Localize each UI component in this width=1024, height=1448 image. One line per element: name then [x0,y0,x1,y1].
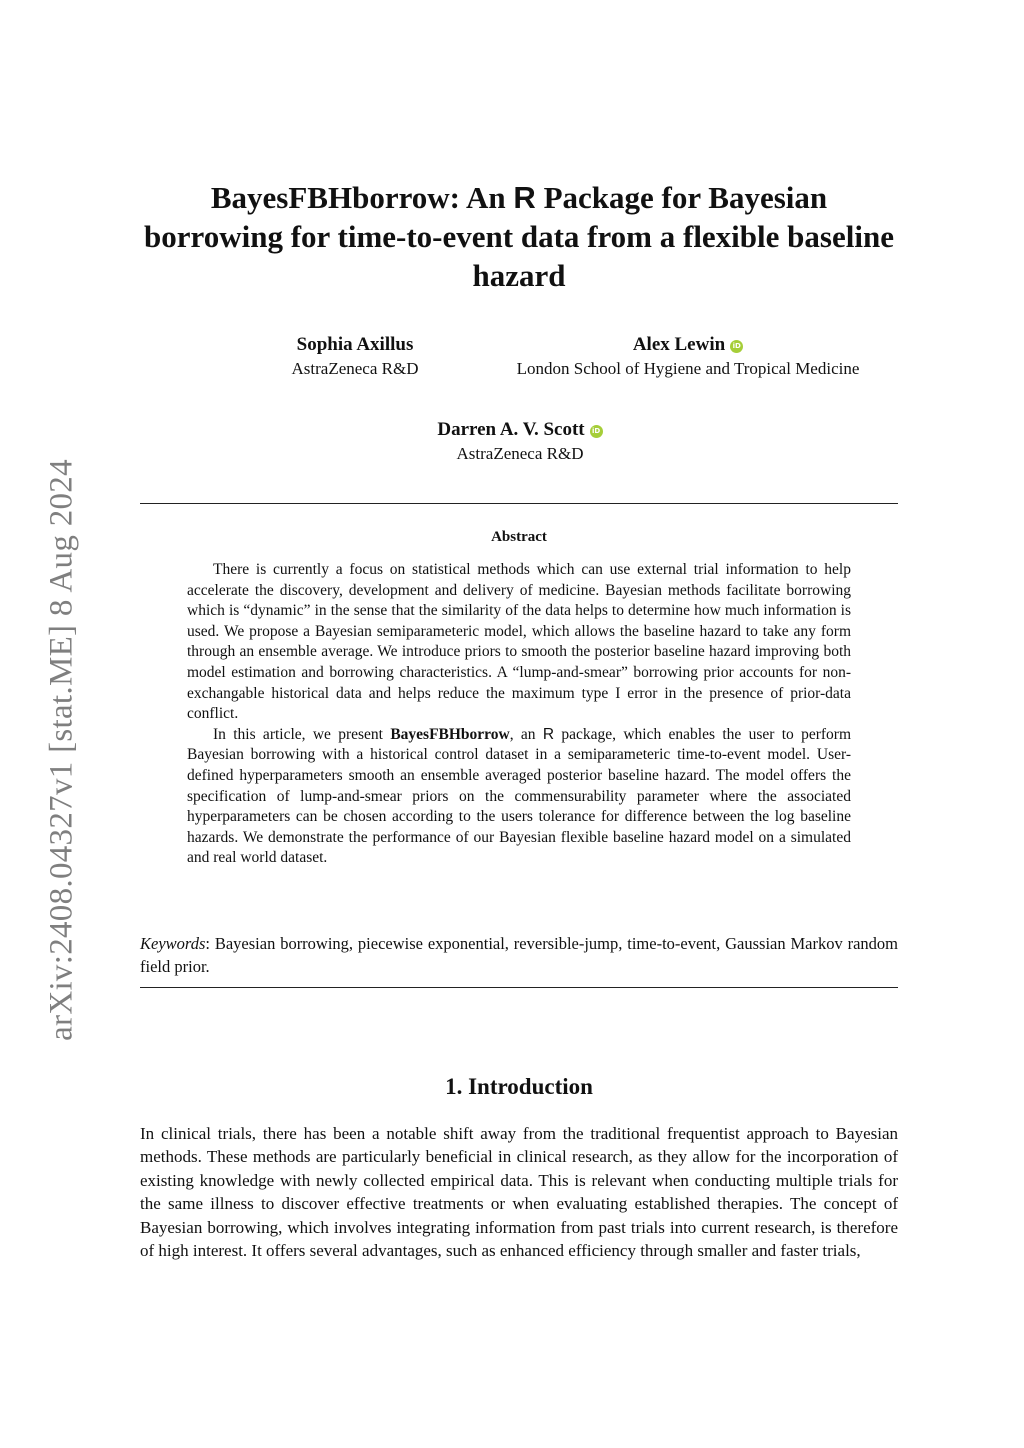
author-block-1 [250,333,460,381]
bottom-divider [140,987,898,988]
keywords [140,932,898,978]
section-body [140,1122,898,1262]
r-logo: R [513,180,536,215]
keywords-text: : Bayesian borrowing, piecewise exponential, reversible-jump, time-to-event, Gaussian Markov random field prior. [140,934,898,976]
arxiv-identifier: arXiv:2408.04327v1 [stat.ME] 8 Aug 2024 [43,459,80,1041]
package-name: BayesFBHborrow [390,725,510,743]
orcid-icon[interactable]: iD [730,340,743,353]
top-divider [140,503,898,504]
author-block-2 [478,333,898,381]
author-affiliation: AstraZeneca R&D [456,444,584,463]
abstract-body [187,560,851,869]
abstract-paragraph-1: There is currently a focus on statistical methods which can use external trial information to help accelerate the discovery, development and delivery of medicine. Bayesian methods facilitate borrowing which is “dynamic” in the sense that the similarity of the data helps to determine how much information is used. We propose a Bayesian semiparameteric model, which allows the baseline hazard to take any form through an ensemble average. We introduce priors to smooth the posterior baseline hazard improving both model estimation and borrowing characteristics. A “lump-and-smear” borrowing prior accounts for non-exchangable historical data and helps reduce the maximum type I error in the presence of prior-data conflict. [187,561,851,723]
title-part-2: Package for Bayesian borrowing for time-to-event data from a flexible baseline hazard [144,180,894,293]
abstract-text: , an [509,725,543,743]
author-affiliation: AstraZeneca R&D [291,359,419,378]
author-block-3 [370,418,670,466]
title-part-1: BayesFBHborrow: An [210,180,514,215]
intro-paragraph: In clinical trials, there has been a notable shift away from the traditional frequentist approach to Bayesian methods. These methods are particularly beneficial in clinical research, as they allow for the incorporation of existing knowledge with newly collected empirical data. This is relevant when conducting multiple trials for the same illness to discover effective treatments or when evaluating established therapies. The concept of Bayesian borrowing, which involves integrating information from past trials into current research, is therefore of high interest. It offers several advantages, such as enhanced efficiency through smaller and faster trials, [140,1124,898,1261]
abstract-text: package, which enables the user to perform Bayesian borrowing with a historical control dataset in a semiparameteric time-to-event model. User-defined hyperparameters smooth an ensemble averaged posterior baseline hazard. The model offers the specification of lump-and-smear priors on the commensurability parameter where the associated hyperparameters can be chosen according to the users tolerance for difference between the log baseline hazards. We demonstrate the performance of our Bayesian flexible baseline hazard model on a simulated and real world dataset. [187,725,851,867]
author-name: Darren A. V. Scott [437,419,585,440]
abstract-heading: Abstract [491,529,547,545]
r-logo: R [542,725,555,743]
orcid-icon[interactable]: iD [590,425,603,438]
paper-title [140,178,898,295]
abstract-text: In this article, we present [213,725,391,743]
author-affiliation: London School of Hygiene and Tropical Medicine [516,359,860,378]
author-name: Alex Lewin [632,334,726,355]
author-name: Sophia Axillus [296,334,414,355]
section-heading: 1. Introduction [445,1074,593,1099]
keywords-label: Keywords [140,934,206,953]
abstract-paragraph-2 [187,725,851,869]
